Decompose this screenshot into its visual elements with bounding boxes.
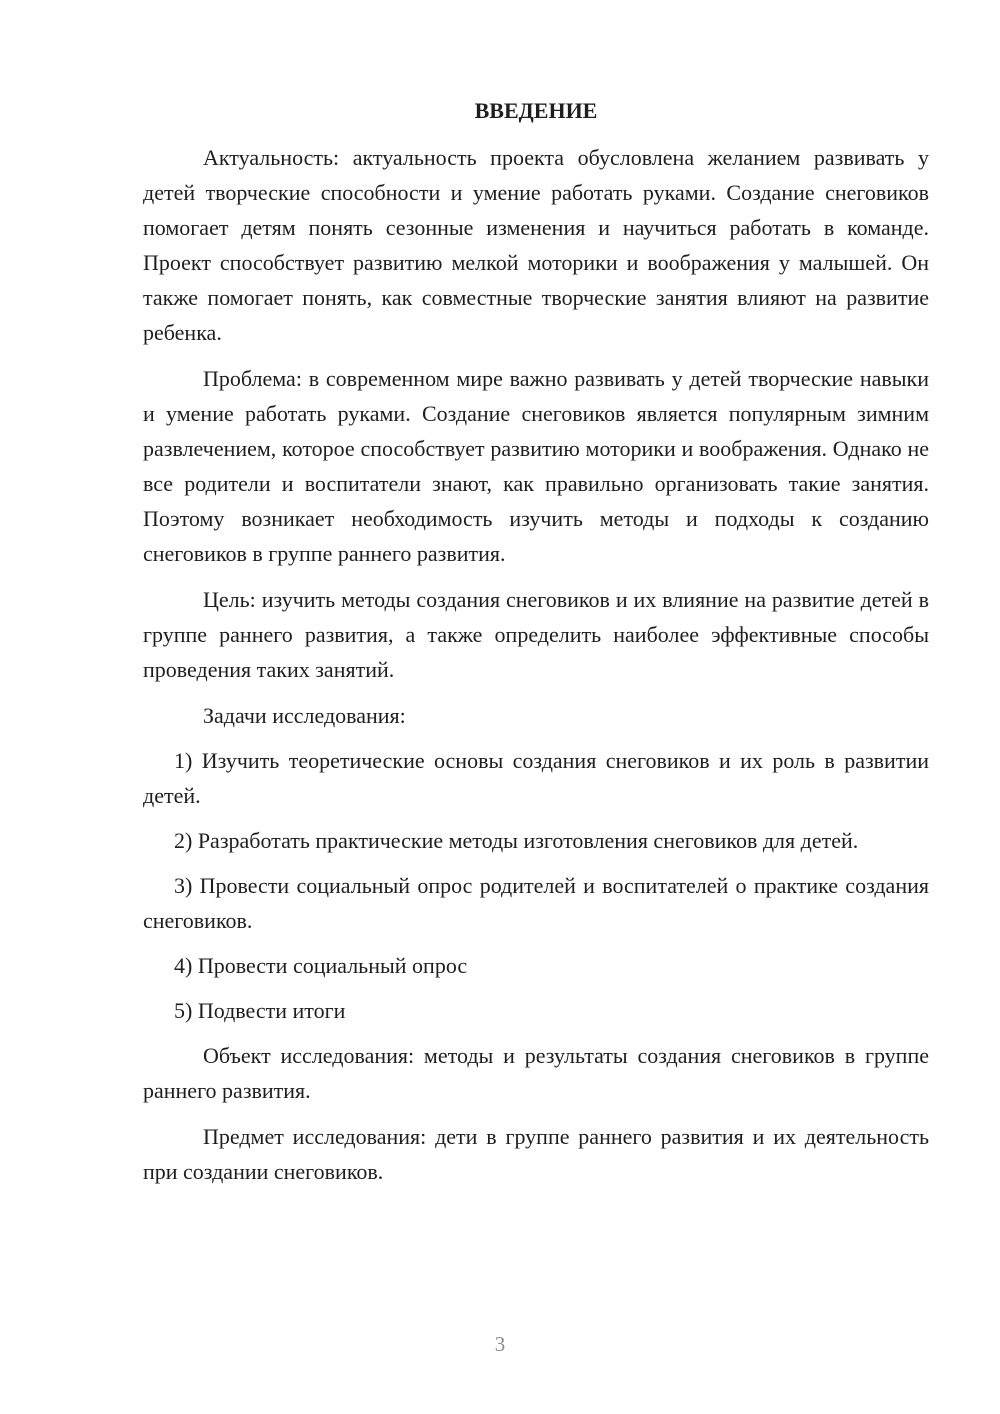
task-item-5: 5) Подвести итоги <box>174 998 346 1023</box>
task-item-3: 3) Провести социальный опрос родителей и воспитателей о практике создания снеговиков. <box>143 873 929 933</box>
tasks-heading: Задачи исследования: <box>203 703 406 728</box>
page-number: 3 <box>494 1332 506 1356</box>
document-body <box>143 96 929 1200</box>
relevance-paragraph: Актуальность: актуальность проекта обусловлена желанием развивать у детей творческие способности и умение работать руками. Создание снеговиков помогает детям понять сезонные изменения и научиться работать в команде. Проект способствует развитию мелкой моторики и воображения у малышей. Он также помогает понять, как совместные творческие занятия влияют на развитие ребенка. <box>143 145 929 345</box>
task-item-4: 4) Провести социальный опрос <box>174 953 468 978</box>
task-item-1: 1) Изучить теоретические основы создания снеговиков и их роль в развитии детей. <box>143 748 929 808</box>
page-title: ВВЕДЕНИЕ <box>474 98 598 123</box>
goal-paragraph: Цель: изучить методы создания снеговиков и их влияние на развитие детей в группе раннего развития, а также определить наиболее эффективные способы проведения таких занятий. <box>143 587 929 682</box>
object-paragraph: Объект исследования: методы и результаты создания снеговиков в группе раннего развития. <box>143 1043 929 1103</box>
subject-paragraph: Предмет исследования: дети в группе раннего развития и их деятельность при создании снеговиков. <box>143 1124 929 1184</box>
problem-paragraph: Проблема: в современном мире важно развивать у детей творческие навыки и умение работать руками. Создание снеговиков является популярным зимним развлечением, которое способствует развитию моторики и воображения. Однако не все родители и воспитатели знают, как правильно организовать такие занятия. Поэтому возникает необходимость изучить методы и подходы к созданию снеговиков в группе раннего развития. <box>143 366 929 566</box>
task-item-2: 2) Разработать практические методы изготовления снеговиков для детей. <box>174 828 859 853</box>
